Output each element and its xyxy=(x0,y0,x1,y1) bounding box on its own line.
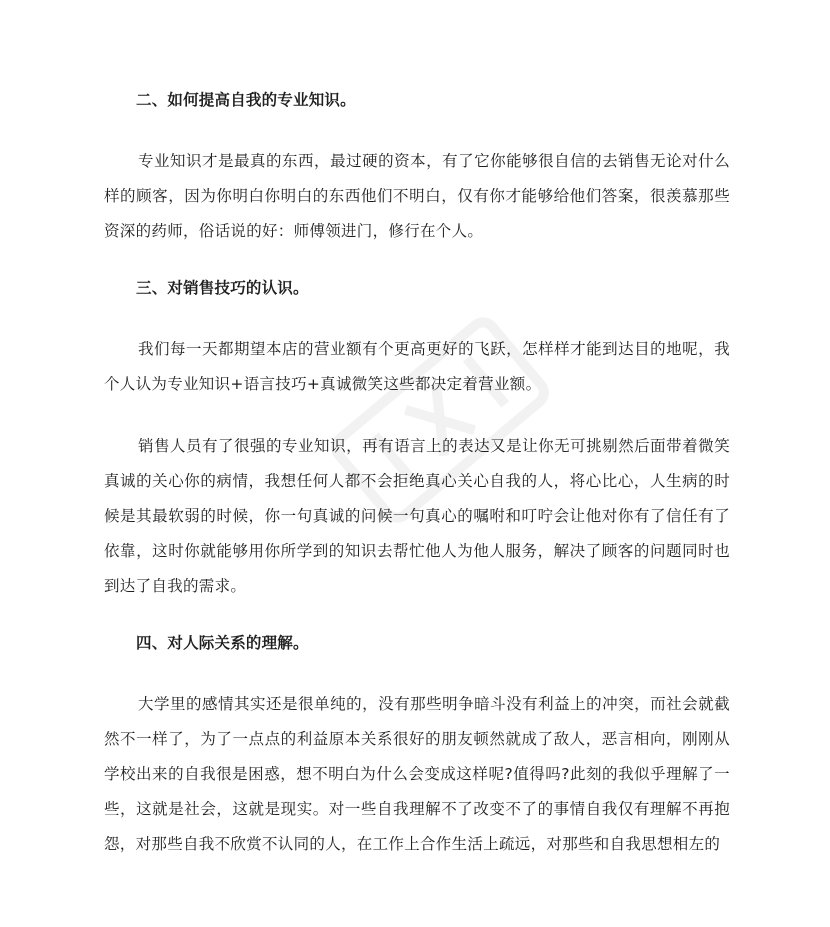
body-paragraph: 销售人员有了很强的专业知识，再有语言上的表达又是让你无可挑剔然后面带着微笑真诚的关心你的病情，我想任何人都不会拒绝真心关心自我的人，将心比心，人生病的时候是其最软弱的时候，你一句真诚的问候一句真心的嘱咐和叮咛会让他对你有了信任有了依靠，这时你就能够用你所学到的知识去帮忙他人为他人服务，解决了顾客的问题同时也到达了自我的需求。 xyxy=(104,437,730,595)
section-heading: 三、对销售技巧的认识。 xyxy=(136,279,309,297)
body-paragraph: 专业知识才是最真的东西，最过硬的资本，有了它你能够很自信的去销售无论对什么样的顾客，因为你明白你明白的东西他们不明白，仅有你才能够给他们答案，很羡慕那些资深的药师，俗话说的好：师傅领进门，修行在个人。 xyxy=(104,152,730,240)
section-heading: 四、对人际关系的理解。 xyxy=(136,634,309,652)
document-body xyxy=(104,88,730,889)
body-paragraph: 我们每一天都期望本店的营业额有个更高更好的飞跃，怎样样才能到达目的地呢，我个人认为专业知识+语言技巧+真诚微笑这些都决定着营业额。 xyxy=(104,340,730,393)
section-heading: 二、如何提高自我的专业知识。 xyxy=(136,91,356,109)
body-paragraph: 大学里的感情其实还是很单纯的，没有那些明争暗斗没有利益上的冲突，而社会就截然不一样了，为了一点点的利益原本关系很好的朋友顿然就成了敌人，恶言相向，刚刚从学校出来的自我很是困惑，想不明白为什么会变成这样呢?值得吗?此刻的我似乎理解了一些，这就是社会，这就是现实。对一些自我理解不了改变不了的事情自我仅有理解不再抱怨，对那些自我不欣赏不认同的人，在工作上合作生活上疏远，对那些和自我思想相左的 xyxy=(104,695,730,853)
